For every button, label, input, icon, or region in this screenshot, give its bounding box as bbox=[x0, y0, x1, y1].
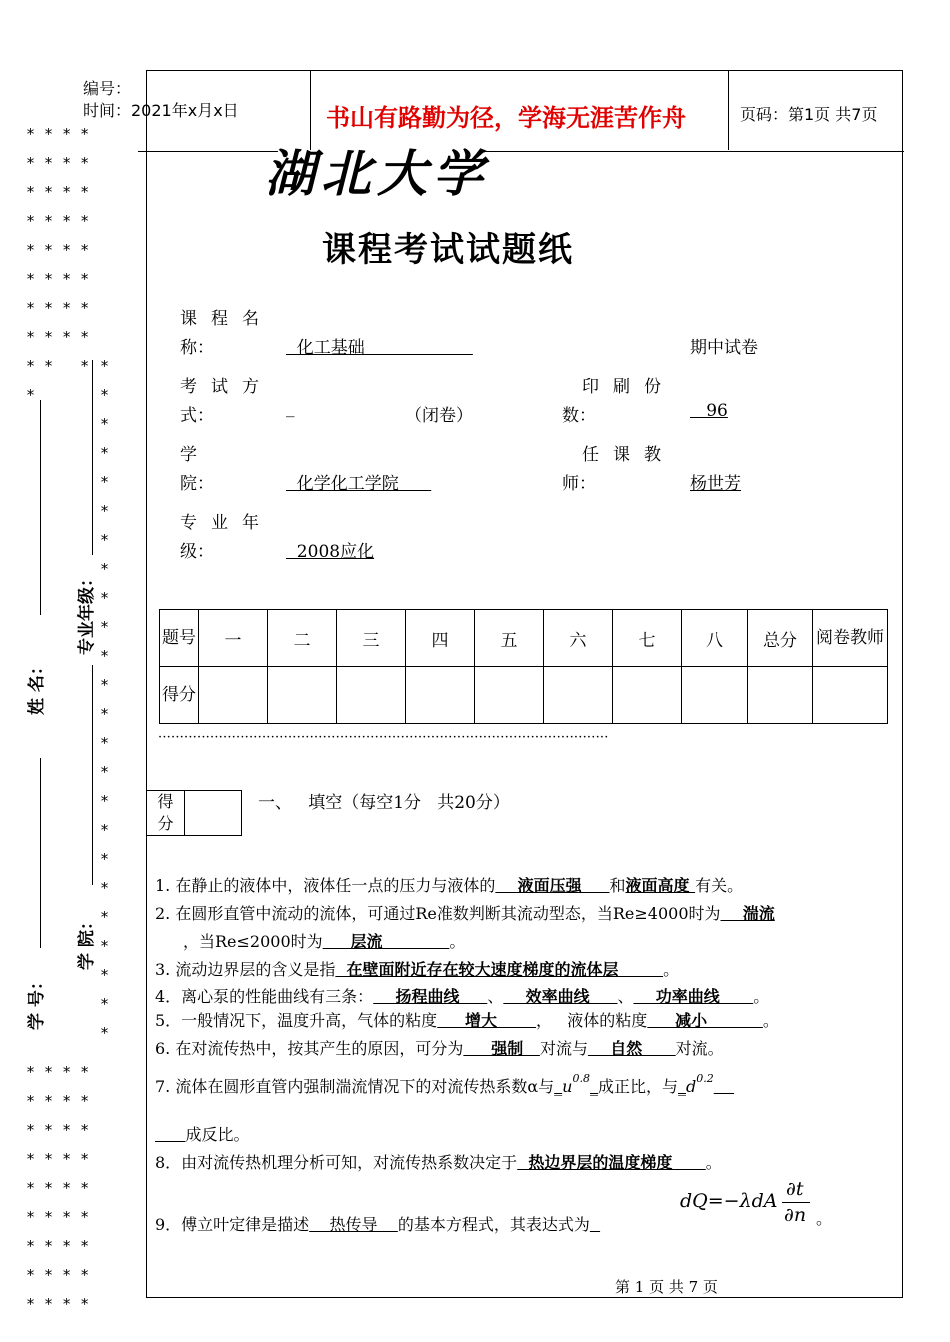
answer-3: 在壁面附近存在较大速度梯度的流体层 bbox=[335, 960, 664, 979]
course-label: 课程名 bbox=[180, 309, 273, 329]
question-6: 6. 在对流传热中，按其产生的原因，可分为 强制 对流与 自然 对流。 bbox=[155, 1039, 724, 1058]
copies-value: 96 bbox=[690, 401, 728, 421]
header-cell-4: 四 bbox=[406, 610, 475, 667]
answer-1b: 液面高度 bbox=[625, 876, 696, 895]
college-label-b: 院： bbox=[180, 474, 214, 494]
question-2-cont: ，当Re≤2000时为 层流 。 bbox=[183, 932, 466, 951]
question-5: 5．一般情况下，温度升高，气体的粘度 增大 ， 液体的粘度 减小 。 bbox=[155, 1011, 779, 1030]
method-label-b: 式： bbox=[180, 406, 214, 426]
major-label-b: 级： bbox=[180, 542, 214, 562]
score-cell[interactable] bbox=[406, 667, 475, 724]
answer-4a: 扬程曲线 bbox=[373, 987, 488, 1006]
header-cell-6: 六 bbox=[544, 610, 613, 667]
score-cell[interactable] bbox=[544, 667, 613, 724]
question-3: 3. 流动边界层的含义是指 在壁面附近存在较大速度梯度的流体层 。 bbox=[155, 960, 680, 979]
header-cell-number: 题号 bbox=[160, 610, 199, 667]
answer-1a: 液面压强 bbox=[495, 876, 610, 895]
answer-6a: 强制 bbox=[463, 1039, 540, 1058]
score-cell[interactable] bbox=[268, 667, 337, 724]
score-cell[interactable] bbox=[337, 667, 406, 724]
copies-label: 印刷份 bbox=[582, 377, 675, 397]
answer-2b: 层流 bbox=[322, 932, 450, 951]
header-cell-5: 五 bbox=[475, 610, 544, 667]
college-label: 学 bbox=[180, 445, 211, 465]
answer-4c: 功率曲线 bbox=[633, 987, 754, 1006]
copies-label-b: 数： bbox=[562, 406, 596, 426]
time-label: 时间：2021年x月x日 bbox=[83, 101, 239, 120]
header-cell-8: 八 bbox=[682, 610, 748, 667]
header-cell-total: 总分 bbox=[748, 610, 813, 667]
question-9: 9．傅立叶定律是描述 热传导 的基本方程式，其表达式为 bbox=[155, 1215, 590, 1234]
method-label: 考试方 bbox=[180, 377, 273, 397]
answer-9: 热传导 bbox=[309, 1215, 398, 1234]
binding-line-3 bbox=[92, 360, 93, 555]
page-footer: 第 1 页 共 7 页 bbox=[615, 1278, 718, 1296]
page-title: 课程考试试题纸 bbox=[322, 230, 574, 270]
score-table-score-row bbox=[160, 667, 888, 724]
d-symbol: $d^{0.2}$ bbox=[686, 1072, 714, 1096]
score-table bbox=[159, 609, 888, 724]
question-8: 8．由对流传热机理分析可知，对流传热系数决定于 热边界层的温度梯度 。 bbox=[155, 1153, 722, 1172]
score-table-header-row bbox=[160, 610, 888, 667]
dotted-divider: ········································································································ bbox=[158, 730, 609, 745]
answer-2a: 湍流 bbox=[720, 904, 775, 923]
header-cell-1: 一 bbox=[199, 610, 268, 667]
course-label-b: 称： bbox=[180, 338, 214, 358]
binding-line-2 bbox=[40, 758, 41, 948]
id-label: 学 号： bbox=[27, 973, 47, 1030]
binding-stars-bottom: * * * * * * * * * * * * * * * * * * * * * * * * * * * * * * * * * * * * bbox=[26, 1063, 90, 1313]
score-cell[interactable] bbox=[813, 667, 888, 724]
teacher-label-b: 师： bbox=[562, 474, 596, 494]
answer-6b: 自然 bbox=[587, 1039, 676, 1058]
header-cell-grader: 阅卷教师 bbox=[813, 610, 888, 667]
page-label: 页码：第1页 共7页 bbox=[740, 105, 878, 124]
binding-line-4 bbox=[92, 665, 93, 885]
major-binding-label: 专业年级： bbox=[77, 570, 97, 655]
exam-type: 期中试卷 bbox=[690, 338, 758, 358]
score-cell[interactable] bbox=[613, 667, 682, 724]
header-cell-7: 七 bbox=[613, 610, 682, 667]
score-cell[interactable] bbox=[748, 667, 813, 724]
header-cell-2: 二 bbox=[268, 610, 337, 667]
motto: 书山有路勤为径，学海无涯苦作舟 bbox=[326, 104, 686, 132]
binding-line-1 bbox=[40, 400, 41, 615]
question-7-cont: 成反比。 bbox=[185, 1125, 250, 1144]
major-label: 专业年 bbox=[180, 513, 273, 533]
question-4: 4．离心泵的性能曲线有三条： 扬程曲线 、 效率曲线 、 功率曲线 。 bbox=[155, 987, 770, 1006]
header-cell-3: 三 bbox=[337, 610, 406, 667]
code-label: 编号： bbox=[83, 79, 132, 98]
answer-5a: 增大 bbox=[437, 1011, 537, 1030]
teacher-label: 任课教 bbox=[582, 445, 675, 465]
method-value: _ bbox=[286, 398, 295, 418]
question-1: 1. 在静止的液体中，液体任一点的压力与液体的 液面压强 和液面高度 有关。 bbox=[155, 876, 744, 895]
question-7: 7. 流体在圆形直管内强制湍流情况下的对流传热系数α与$\_u^{0.8}\_$成正比，与$\_d^{0.2}$ bbox=[155, 1072, 714, 1096]
score-cell[interactable] bbox=[475, 667, 544, 724]
college-binding-label: 学 院： bbox=[77, 913, 97, 970]
method-note: （闭卷） bbox=[405, 406, 473, 426]
section-score-label: 得分 bbox=[147, 791, 185, 835]
college-value: 化学化工学院 bbox=[286, 474, 432, 494]
course-value: 化工基础 bbox=[286, 338, 473, 358]
score-row-label: 得分 bbox=[160, 667, 199, 724]
section-score-box bbox=[146, 790, 242, 836]
binding-stars-top: * * * * * * * * * * * * * * * * * * * * * * * * * * * * * * * * * * * * bbox=[26, 125, 90, 404]
name-label: 姓 名： bbox=[27, 658, 47, 715]
question-2: 2. 在圆形直管中流动的流体，可通过Re准数判断其流动型态，当Re≥4000时为 湍流 bbox=[155, 904, 775, 923]
university-logo: 湖北大学 bbox=[265, 144, 489, 203]
teacher-value: 杨世芳 bbox=[690, 474, 741, 494]
answer-4b: 效率曲线 bbox=[503, 987, 618, 1006]
section-title: 一、 填空（每空1分 共20分） bbox=[258, 793, 510, 813]
score-cell[interactable] bbox=[682, 667, 748, 724]
u-symbol: $u^{0.8}$ bbox=[562, 1072, 590, 1096]
score-cell[interactable] bbox=[199, 667, 268, 724]
binding-stars-right: * * * * * * * * * * * * * * * * * * * * * * * * bbox=[100, 357, 110, 1042]
major-value: 2008应化 bbox=[286, 542, 375, 562]
answer-5b: 减小 bbox=[647, 1011, 763, 1030]
answer-8: 热边界层的温度梯度 bbox=[517, 1153, 706, 1172]
